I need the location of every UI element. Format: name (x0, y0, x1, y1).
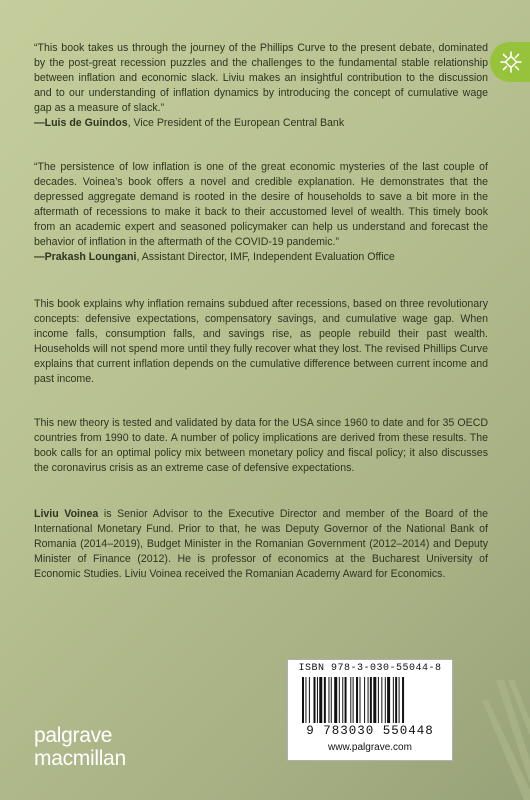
endorsement-quote-2 (34, 160, 488, 265)
publisher-logo-line-1: palgrave (34, 724, 113, 747)
description-text: This book explains why inflation remains subdued after recessions, based on three revolutionary concepts: defensive expectations, compensatory savings, and cumulative wage gap. When income falls, consumption falls, and savings rise, as people rebuild their past wealth. Households will not spend more until they fully recover what they lost. The revised Phillips Curve explains that current inflation depends on the cumulative difference between current income and past income. (34, 298, 488, 385)
author-name: Liviu Voinea (34, 508, 99, 520)
barcode-digits: 9 783030 550448 (306, 724, 434, 738)
quote-author: —Prakash Loungani (34, 251, 137, 263)
isbn-label: ISBN 978-3-030-55044-8 (298, 663, 442, 674)
quote-text: “This book takes us through the journey of the Phillips Curve to the present debate, dominated by the post-great recession puzzles and the challenges to the fundamental stable relationship between inflation and economic slack. Liviu makes an insightful contribution to the discussion and to our understanding of inflation dynamics by introducing the concept of cumulative wage gap as a measure of slack.” (34, 42, 488, 114)
bio-text (34, 507, 488, 582)
description-text: This new theory is tested and validated by data for the USA since 1960 to date and for 35 OECD countries from 1990 to date. A number of policy implications are derived from these results. The book calls for an optimal policy mix between monetary policy and fiscal policy; it also discusses the coronavirus crisis as an extreme case of defensive expectations. (34, 417, 488, 474)
isbn-barcode-box (287, 659, 453, 761)
springer-snowflake-icon (500, 51, 522, 73)
publisher-logo-line-2: macmillan (34, 747, 126, 770)
quote-attribution (34, 116, 488, 131)
quote-author-role: , Assistant Director, IMF, Independent Evaluation Office (136, 251, 395, 263)
quote-author-role: , Vice President of the European Central Bank (127, 117, 345, 129)
description-paragraph-1 (34, 297, 488, 387)
spine-stripe-pattern (474, 680, 530, 800)
quote-author: —Luis de Guindos (34, 117, 128, 129)
barcode-icon (302, 677, 438, 723)
author-bio (34, 507, 488, 582)
bio-body: is Senior Advisor to the Executive Director and member of the Board of the International Monetary Fund. Prior to that, he was Deputy Governor of the National Bank of Romania (2014–2019), Budget Minister in the Romanian Government (2012–2014) and Deputy Minister of Finance (2012). He is professor of economics at the Bucharest University of Economic Studies. Liviu Voinea received the Romanian Academy Award for Economics. (34, 508, 488, 580)
description-paragraph-2 (34, 416, 488, 476)
quote-attribution (34, 250, 488, 265)
spine-badge (490, 42, 530, 82)
quote-text: “The persistence of low inflation is one of the great economic mysteries of the last couple of decades. Voinea’s book offers a novel and credible explanation. He demonstrates that the depressed aggregate demand is rooted in the desire of households to save a bit more in the aftermath of recessions to make it back to their accustomed level of wealth. This timely book from an academic expert and seasoned policymaker can help us understand and forecast the behavior of inflation in the aftermath of the COVID-19 pandemic.” (34, 161, 488, 248)
endorsement-quote-1 (34, 41, 488, 131)
publisher-website: www.palgrave.com (328, 742, 412, 753)
